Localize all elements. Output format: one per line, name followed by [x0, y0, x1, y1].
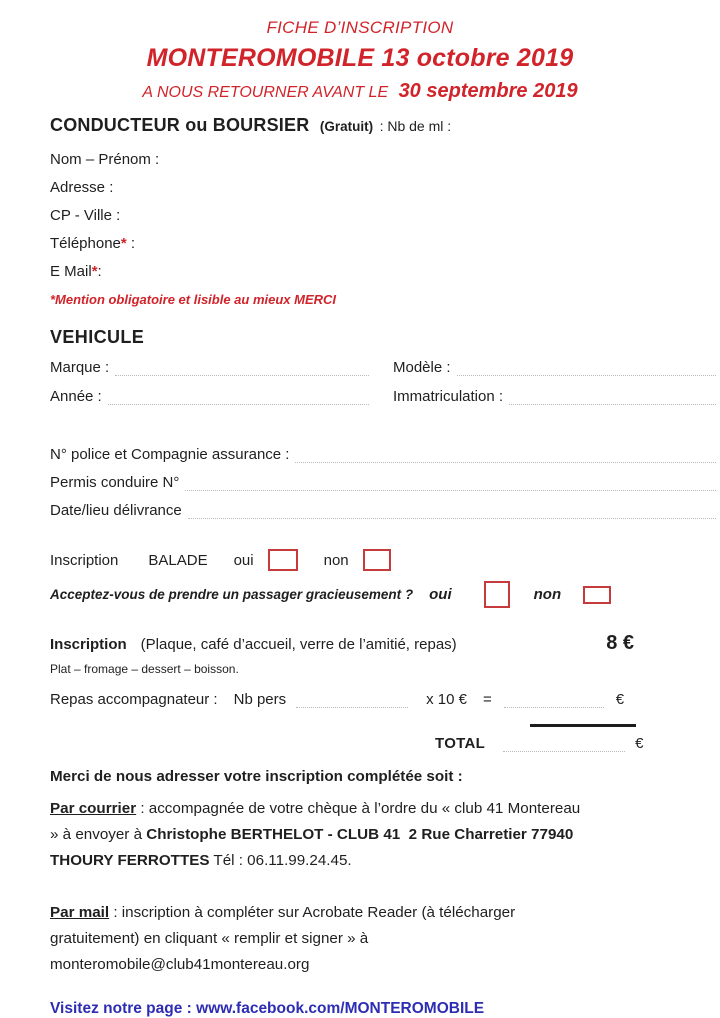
- gratuit-label: (Gratuit): [319, 119, 374, 134]
- par-mail-text: : inscription à compléter sur Acrobate Reader (à télécharger gratuitement) en cliquant « remplir et signer » à: [50, 904, 516, 947]
- delivrance-input-line[interactable]: [188, 504, 716, 519]
- cp-ville-label: CP - Ville :: [50, 207, 121, 224]
- mandatory-mention-note: *Mention obligatoire et lisible au mieux MERCI: [50, 292, 337, 307]
- modele-input-line[interactable]: [457, 361, 716, 376]
- permis-input-line[interactable]: [185, 476, 716, 491]
- form-header: [0, 0, 720, 104]
- balade-non-checkbox[interactable]: [363, 549, 391, 571]
- passenger-question-label: Acceptez-vous de prendre un passager gracieusement ?: [50, 587, 414, 602]
- email-label: E Mail: [50, 263, 92, 280]
- par-mail-paragraph: [50, 900, 585, 978]
- telephone-label: Téléphone: [50, 235, 121, 252]
- permis-label: Permis conduire N°: [50, 474, 180, 491]
- field-nom-prenom[interactable]: [50, 152, 720, 167]
- total-euro-sign: €: [635, 735, 644, 752]
- field-immatriculation: [393, 389, 716, 405]
- inscription-fee-price: 8 €: [606, 632, 634, 654]
- passenger-question-row: [50, 581, 720, 608]
- passenger-oui-label: oui: [429, 586, 452, 603]
- form-title: MONTEROMOBILE 13 octobre 2019: [146, 44, 574, 72]
- vehicule-section-heading: VEHICULE: [50, 327, 145, 347]
- modele-label: Modèle :: [393, 359, 451, 376]
- email-required-star: *: [91, 263, 98, 280]
- immatriculation-label: Immatriculation :: [393, 388, 504, 405]
- form-subtitle: FICHE D’INSCRIPTION: [266, 18, 454, 37]
- passenger-oui-checkbox[interactable]: [484, 581, 510, 608]
- marque-input-line[interactable]: [115, 361, 369, 376]
- police-assurance-input-line[interactable]: [295, 448, 716, 463]
- email-address[interactable]: monteromobile@club41montereau.org: [50, 956, 310, 973]
- menu-description: Plat – fromage – dessert – boisson.: [50, 662, 239, 676]
- inscription-fee-row: [50, 632, 716, 655]
- field-cp-ville[interactable]: [50, 208, 720, 223]
- field-delivrance: [50, 503, 716, 519]
- facebook-link[interactable]: Visitez notre page : www.facebook.com/MONTEROMOBILE: [50, 1000, 485, 1017]
- email-colon: :: [97, 263, 102, 280]
- inscription-fee-label: Inscription: [50, 636, 127, 653]
- nb-pers-label: Nb pers: [233, 691, 287, 708]
- return-deadline-prefix: A NOUS RETOURNER AVANT LE: [142, 84, 389, 101]
- field-adresse[interactable]: [50, 180, 720, 195]
- field-permis: [50, 475, 716, 491]
- conducteur-heading-text: CONDUCTEUR ou BOURSIER: [50, 115, 310, 135]
- par-courrier-text2: Tél : 06.11.99.24.45.: [209, 852, 352, 869]
- police-assurance-label: N° police et Compagnie assurance :: [50, 446, 290, 463]
- merci-instruction: Merci de nous adresser votre inscription complétée soit :: [50, 768, 463, 785]
- repas-label: Repas accompagnateur :: [50, 691, 218, 708]
- immatriculation-input-line[interactable]: [509, 390, 716, 405]
- nom-prenom-label: Nom – Prénom :: [50, 151, 160, 168]
- telephone-colon: :: [126, 235, 136, 252]
- repas-accompagnateur-row: [50, 692, 716, 708]
- adresse-label: Adresse :: [50, 179, 114, 196]
- return-deadline: [0, 80, 720, 104]
- par-courrier-text1: : accompagnée de votre chèque à l’ordre du « club 41 Montereau » à envoyer à: [50, 800, 581, 843]
- delivrance-label: Date/lieu délivrance: [50, 502, 182, 519]
- balade-oui-checkbox[interactable]: [268, 549, 298, 571]
- field-marque: [50, 360, 393, 376]
- total-input-line[interactable]: [503, 737, 625, 752]
- courrier-address: Christophe BERTHELOT - CLUB 41 2 Rue Charretier 77940 THOURY FERROTTES: [50, 826, 574, 869]
- balade-non-label: non: [323, 551, 349, 569]
- conducteur-section-heading: [50, 114, 716, 138]
- total-row: [435, 735, 720, 752]
- repas-total-input-line[interactable]: [504, 693, 604, 708]
- total-sum-rule: [530, 724, 636, 727]
- marque-label: Marque :: [50, 359, 110, 376]
- annee-label: Année :: [50, 388, 102, 405]
- passenger-non-label: non: [533, 586, 562, 603]
- nb-ml-label: : Nb de ml :: [379, 118, 452, 134]
- inscription-fee-detail: (Plaque, café d’accueil, verre de l’amitié, repas): [140, 636, 457, 653]
- passenger-non-checkbox[interactable]: [583, 586, 611, 604]
- balade-oui-label: oui: [233, 551, 254, 569]
- vehicule-row-2: [50, 389, 716, 405]
- field-police-assurance: [50, 447, 716, 463]
- balade-inscription-label: Inscription: [50, 551, 119, 569]
- nb-pers-input-line[interactable]: [296, 693, 408, 708]
- total-label: TOTAL: [435, 735, 486, 752]
- par-courrier-paragraph: [50, 796, 585, 874]
- par-mail-label: Par mail: [50, 904, 110, 921]
- balade-label: BALADE: [148, 551, 208, 569]
- return-deadline-date: 30 septembre 2019: [398, 80, 578, 102]
- telephone-required-star: *: [120, 235, 127, 252]
- times-ten-label: x 10 €: [426, 691, 468, 708]
- field-email[interactable]: [50, 264, 720, 279]
- field-telephone[interactable]: [50, 236, 720, 251]
- field-annee: [50, 389, 393, 405]
- vehicule-row-1: [50, 360, 716, 376]
- annee-input-line[interactable]: [108, 390, 369, 405]
- conducteur-fields: [50, 152, 720, 279]
- par-courrier-label: Par courrier: [50, 800, 137, 817]
- equals-sign: =: [483, 691, 492, 708]
- repas-euro-sign: €: [615, 691, 625, 708]
- field-modele: [393, 360, 716, 376]
- balade-registration-row: [50, 549, 720, 571]
